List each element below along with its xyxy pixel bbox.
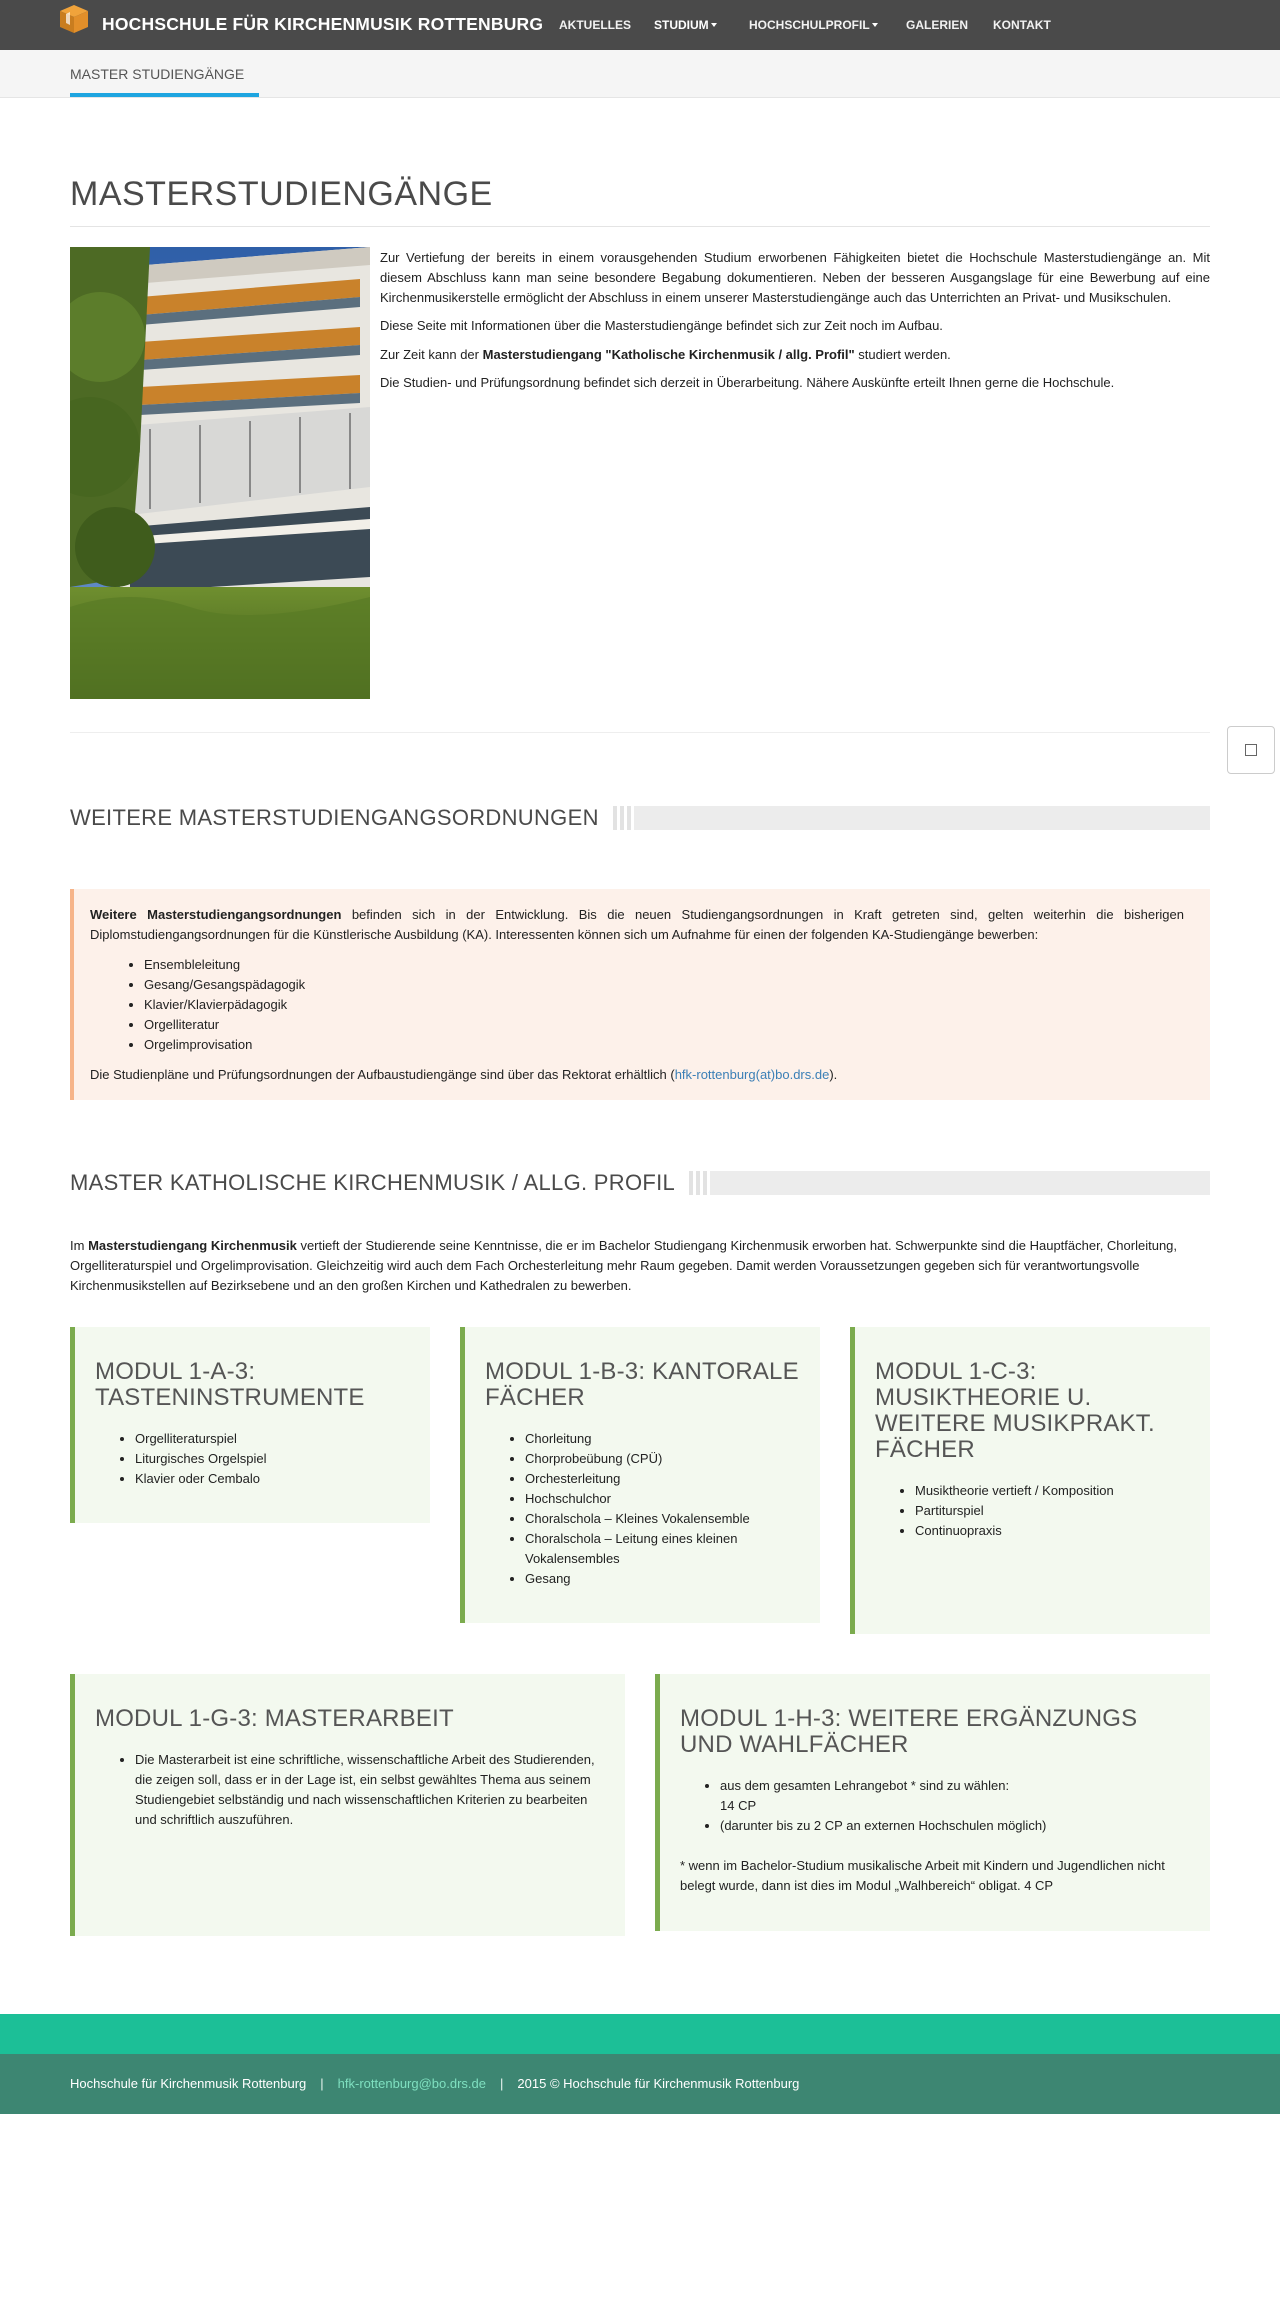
- list-item: • Orgelliteraturspiel: [135, 1429, 410, 1449]
- footer-copyright: 2015 © Hochschule für Kirchenmusik Rottenburg: [517, 2076, 800, 2091]
- list-item: • Musiktheorie vertieft / Komposition: [915, 1481, 1190, 1501]
- page-title: MASTERSTUDIENGÄNGE: [70, 175, 493, 213]
- list-item: • Chorleitung: [525, 1429, 800, 1449]
- list-item: • Partiturspiel: [915, 1501, 1190, 1521]
- footer-org: Hochschule für Kirchenmusik Rottenburg: [70, 2076, 307, 2091]
- tab-master-studiengaenge[interactable]: MASTER STUDIENGÄNGE: [70, 66, 245, 82]
- text: aus dem gesamten Lehrangebot * sind zu wählen:: [720, 1778, 1010, 1793]
- callout-text: [90, 905, 1184, 945]
- list-item: • Klavier oder Cembalo: [135, 1469, 410, 1489]
- divider: [70, 226, 1210, 227]
- brand-title: HOCHSCHULE FÜR KIRCHENMUSIK ROTTENBURG: [102, 14, 544, 35]
- footer-band: [0, 2014, 1280, 2054]
- list-item: [720, 1776, 1190, 1816]
- list-item: • Orgelimprovisation: [144, 1035, 1184, 1055]
- text: Die Studienpläne und Prüfungsordnungen der Aufbaustudiengänge sind über das Rektorat erhältlich (: [90, 1067, 675, 1083]
- email-link[interactable]: hfk-rottenburg(at)bo.drs.de: [674, 1067, 830, 1083]
- list-item: • Ensembleleitung: [144, 955, 1184, 975]
- emphasis: Masterstudiengang "Katholische Kirchenmusik / allg. Profil": [482, 346, 855, 362]
- module-note: * wenn im Bachelor-Studium musikalische Arbeit mit Kindern und Jugendlichen nicht belegt wurde, dann ist dies im Modul „Walhbereich“ obligat. 4 CP: [680, 1858, 1165, 1893]
- module-list: [135, 1750, 595, 1830]
- list-item: • Hochschulchor: [525, 1489, 800, 1509]
- section-header: [70, 803, 1210, 833]
- footer-separator: |: [500, 2076, 504, 2091]
- active-tab-indicator: [70, 93, 259, 97]
- section-title: MASTER KATHOLISCHE KIRCHENMUSIK / ALLG. PROFIL: [70, 1169, 676, 1195]
- module-list: [135, 1429, 410, 1489]
- module-card: [460, 1327, 820, 1623]
- course-list: [144, 955, 1184, 1055]
- nav-studium-label[interactable]: STUDIUM: [654, 17, 709, 32]
- section-description: [70, 1236, 1210, 1296]
- section-header: [70, 1168, 1210, 1198]
- footer: [0, 2054, 1280, 2114]
- module-title: MODUL 1-H-3: WEITERE ERGÄNZUNGS UND WAHLFÄCHER: [680, 1705, 1138, 1758]
- nav-kontakt-label[interactable]: KONTAKT: [993, 17, 1051, 32]
- module-title: MODUL 1-A-3: TASTENINSTRUMENTE: [95, 1358, 365, 1411]
- list-item: • Choralschola – Leitung eines kleinen Vokalensembles: [525, 1529, 800, 1569]
- divider: [70, 732, 1210, 733]
- nav-kontakt[interactable]: [993, 0, 1051, 50]
- emphasis: Masterstudiengang Kirchenmusik: [88, 1238, 297, 1253]
- nav-hochschulprofil[interactable]: [749, 0, 878, 50]
- module-list: [525, 1429, 800, 1589]
- module-title: MODUL 1-B-3: KANTORALE FÄCHER: [485, 1358, 799, 1411]
- caret-down-icon: [872, 23, 878, 27]
- list-item: • Orgelliteratur: [144, 1015, 1184, 1035]
- square-icon: [1245, 744, 1257, 756]
- callout-footer: [90, 1065, 1184, 1085]
- nav-studium[interactable]: [654, 0, 717, 50]
- nav-galerien-label[interactable]: GALERIEN: [906, 17, 969, 32]
- module-list: [720, 1776, 1190, 1836]
- info-callout: [70, 889, 1210, 1100]
- nav-hochschulprofil-label[interactable]: HOCHSCHULPROFIL: [749, 17, 870, 32]
- side-toggle-button[interactable]: [1227, 726, 1275, 774]
- footer-email-link[interactable]: hfk-rottenburg@bo.drs.de: [337, 2076, 487, 2091]
- list-item: • Continuopraxis: [915, 1521, 1190, 1541]
- text: Im: [70, 1238, 89, 1253]
- decorative-bar: [710, 1171, 1210, 1195]
- text: 14 CP: [720, 1798, 757, 1813]
- text: Zur Zeit kann der: [380, 346, 483, 362]
- text: ).: [829, 1067, 838, 1083]
- section-title: WEITERE MASTERSTUDIENGANGSORDNUNGEN: [70, 804, 599, 830]
- intro-paragraph: Diese Seite mit Informationen über die Masterstudiengänge befindet sich zur Zeit noch im Aufbau.: [380, 318, 943, 334]
- list-item: • Gesang/Gesangspädagogik: [144, 975, 1184, 995]
- intro-paragraph: [380, 345, 1210, 365]
- footer-content: [70, 2074, 799, 2094]
- subnav-bar: [0, 50, 1280, 98]
- list-item: • Chorprobeübung (CPÜ): [525, 1449, 800, 1469]
- module-card: [70, 1327, 430, 1523]
- nav-galerien[interactable]: [906, 0, 968, 50]
- decorative-stripes: [689, 1171, 707, 1195]
- top-navbar: [0, 0, 1280, 50]
- list-item: • Die Masterarbeit ist eine schriftliche, wissenschaftliche Arbeit des Studierenden, die zeigen soll, dass er in der Lage ist, ein selbst gewähltes Thema aus seinem Studiengebiet selbständig und nach wissenschaftlichen Kriterien zu bearbeiten und schriftlich auszuführen.: [135, 1750, 595, 1830]
- list-item: • Klavier/Klavierpädagogik: [144, 995, 1184, 1015]
- module-title: MODUL 1-G-3: MASTERARBEIT: [95, 1705, 454, 1732]
- list-item: • Orchesterleitung: [525, 1469, 800, 1489]
- text: befinden sich in der Entwicklung. Bis die neuen Studiengangsordnungen in Kraft getreten sind, gelten weiterhin die bisherigen Diplomstudiengangsordnungen für die Künstlerische Ausbildung (KA). Interessenten können sich um Aufnahme für einen der folgenden KA-Studiengänge bewerben:: [90, 907, 1184, 943]
- text: studiert werden.: [854, 346, 951, 362]
- nav-aktuelles[interactable]: [559, 0, 631, 50]
- module-card: [70, 1674, 625, 1936]
- module-list: [915, 1481, 1190, 1541]
- school-logo-icon: [56, 3, 92, 39]
- list-item: • (darunter bis zu 2 CP an externen Hochschulen möglich): [720, 1816, 1190, 1836]
- module-title: MODUL 1-C-3: MUSIKTHEORIE U. WEITERE MUSIKPRAKT. FÄCHER: [875, 1358, 1155, 1463]
- brand[interactable]: [56, 0, 543, 50]
- decorative-stripes: [613, 806, 631, 830]
- decorative-bar: [634, 806, 1210, 830]
- building-photo: [70, 247, 370, 699]
- caret-down-icon: [711, 23, 717, 27]
- list-item: • Liturgisches Orgelspiel: [135, 1449, 410, 1469]
- intro-text: [380, 248, 1210, 401]
- intro-paragraph: Zur Vertiefung der bereits in einem vorausgehenden Studium erworbenen Fähigkeiten bietet die Hochschule Masterstudiengänge an. Mit diesem Abschluss kann man seine besondere Begabung dokumentieren. Neben der besseren Ausgangslage für eine Bewerbung auf eine Kirchenmusikerstelle ermöglicht der Abschluss in einem unserer Masterstudiengänge auch das Unterrichten an Privat- und Musikschulen.: [380, 250, 1210, 306]
- list-item: • Gesang: [525, 1569, 800, 1589]
- module-card: [850, 1327, 1210, 1634]
- intro-paragraph: Die Studien- und Prüfungsordnung befindet sich derzeit in Überarbeitung. Nähere Auskünfte erteilt Ihnen gerne die Hochschule.: [380, 374, 1115, 390]
- module-card: [655, 1674, 1210, 1931]
- text: vertieft der Studierende seine Kenntnisse, die er im Bachelor Studiengang Kirchenmusik erworben hat. Schwerpunkte sind die Hauptfächer, Chorleitung, Orgelliteraturspiel und Orgelimprovisation. Gleichzeitig wird auch dem Fach Orchesterleitung mehr Raum gegeben. Damit werden Voraussetzungen gegeben sich für verantwortungsvolle Kirchenmusikstellen auf Bezirksebene und an den großen Kirchen und Kathedralen zu bewerben.: [70, 1238, 1178, 1294]
- footer-separator: |: [320, 2076, 324, 2091]
- list-item: • Choralschola – Kleines Vokalensemble: [525, 1509, 800, 1529]
- emphasis: Weitere Masterstudiengangsordnungen: [90, 907, 342, 922]
- nav-aktuelles-label[interactable]: AKTUELLES: [559, 17, 631, 32]
